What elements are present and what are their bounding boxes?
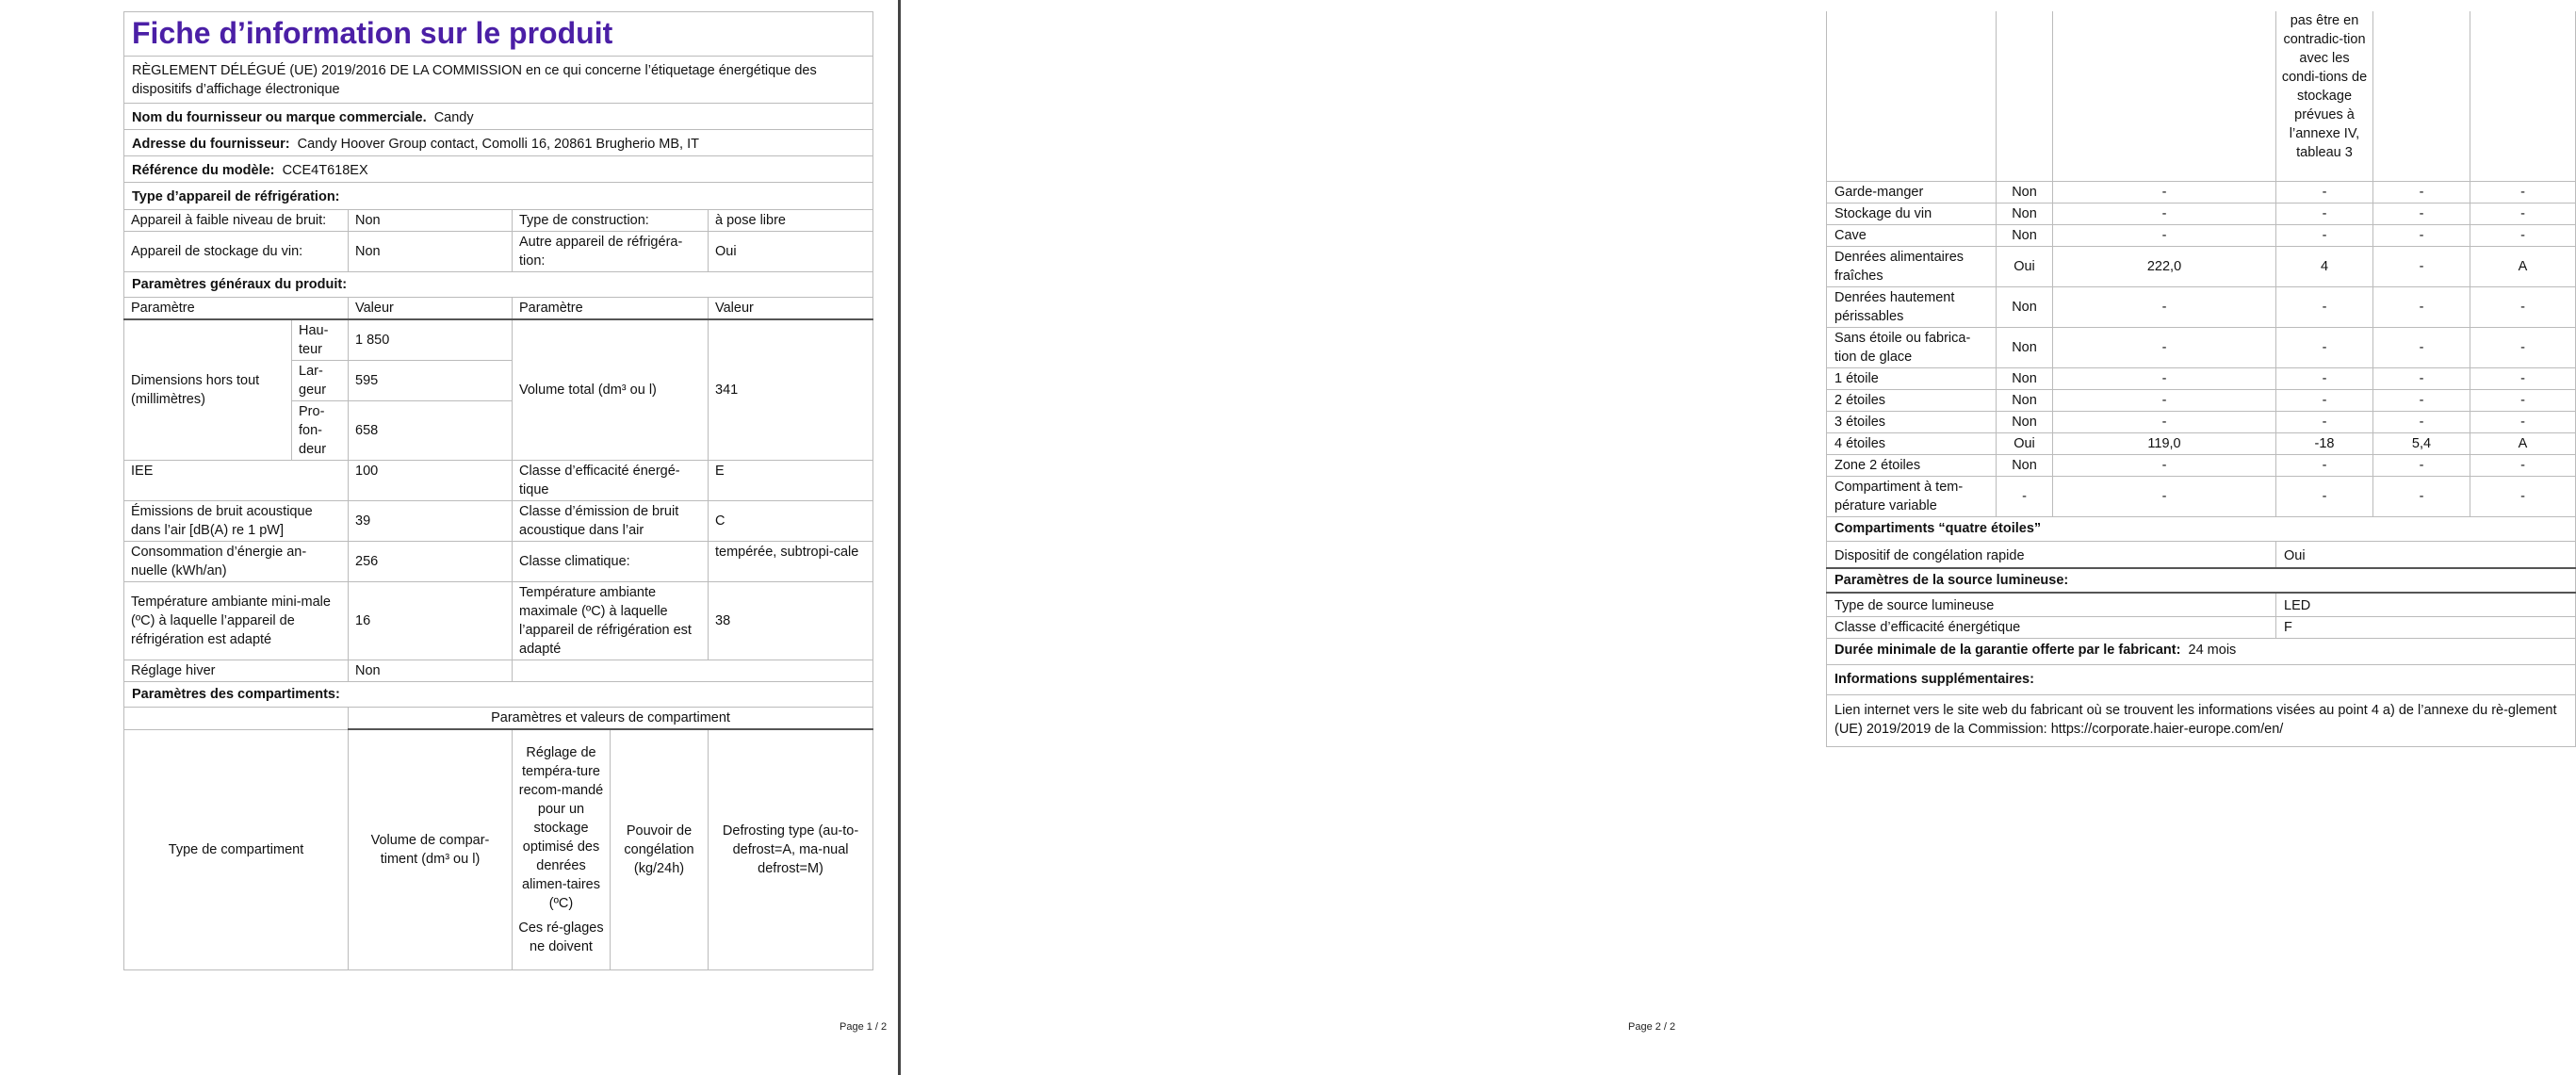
model-label: Référence du modèle:	[132, 163, 275, 178]
compartment-freeze: 5,4	[2373, 433, 2470, 455]
extra-info-heading: Informations supplémentaires:	[1827, 665, 2576, 695]
compartment-present: Non	[1997, 412, 2053, 433]
compartment-name: Compartiment à tem-pérature variable	[1827, 477, 1997, 517]
model-row	[124, 156, 873, 183]
climate-value: tempérée, subtropi-cale	[709, 542, 873, 582]
compartment-defrost: -	[2470, 328, 2576, 368]
compartment-name: 2 étoiles	[1827, 390, 1997, 412]
fast-freeze-label: Dispositif de congélation rapide	[1827, 542, 2276, 569]
consumption-label: Consommation d’énergie an-nuelle (kWh/an)	[124, 542, 349, 582]
page-number-1: Page 1 / 2	[840, 1021, 888, 1033]
iee-label: IEE	[124, 461, 349, 501]
compartment-row	[1827, 247, 2576, 287]
volume-value: 341	[709, 319, 873, 461]
compartment-defrost: A	[2470, 433, 2576, 455]
compartment-defrost: -	[2470, 368, 2576, 390]
compartment-row	[1827, 455, 2576, 477]
compartment-volume: -	[2053, 390, 2276, 412]
width-label: Lar-geur	[292, 361, 349, 401]
supplier-row	[124, 104, 873, 130]
noise-value: 39	[349, 501, 513, 542]
light-type-value: LED	[2276, 593, 2576, 617]
warranty-row	[1827, 639, 2576, 665]
compartment-temp: -	[2276, 390, 2373, 412]
compartment-row	[1827, 287, 2576, 328]
compartment-row	[1827, 225, 2576, 247]
compartment-present: Oui	[1997, 247, 2053, 287]
energy-class-value: E	[709, 461, 873, 501]
compartment-name: Cave	[1827, 225, 1997, 247]
low-noise-value: Non	[349, 210, 513, 232]
compartment-temp: -	[2276, 477, 2373, 517]
address-value: Candy Hoover Group contact, Comolli 16, 20861 Brugherio MB, IT	[297, 137, 700, 152]
compartment-name: 4 étoiles	[1827, 433, 1997, 455]
warranty-label: Durée minimale de la garantie offerte par le fabricant:	[1834, 643, 2181, 658]
compartment-freeze: -	[2373, 225, 2470, 247]
compartment-row	[1827, 390, 2576, 412]
compartment-temp: -	[2276, 455, 2373, 477]
compartment-defrost: -	[2470, 287, 2576, 328]
min-temp-value: 16	[349, 582, 513, 660]
compartment-defrost: -	[2470, 455, 2576, 477]
page-number-2: Page 2 / 2	[1628, 1021, 1676, 1033]
compartment-volume: -	[2053, 182, 2276, 204]
compartment-volume: -	[2053, 368, 2276, 390]
compartment-name: 1 étoile	[1827, 368, 1997, 390]
compartment-volume-header: Volume de compar-timent (dm³ ou l)	[349, 729, 513, 969]
supplier-label: Nom du fournisseur ou marque commerciale.	[132, 110, 427, 125]
construction-label: Type de construction:	[513, 210, 709, 232]
col-value-2: Valeur	[709, 298, 873, 320]
compartment-defrost: -	[2470, 182, 2576, 204]
compartment-row	[1827, 433, 2576, 455]
warranty-value: 24 mois	[2188, 643, 2237, 658]
compartment-volume: -	[2053, 477, 2276, 517]
compartment-temp: -	[2276, 182, 2373, 204]
compartment-volume: 119,0	[2053, 433, 2276, 455]
appliance-type-heading: Type d’appareil de réfrigération:	[124, 183, 873, 210]
compartment-temp: -	[2276, 368, 2373, 390]
compartment-freeze-header: Pouvoir de congélation (kg/24h)	[611, 729, 709, 969]
compartment-temp: -	[2276, 204, 2373, 225]
compartment-temp: -	[2276, 287, 2373, 328]
consumption-value: 256	[349, 542, 513, 582]
compartment-freeze: -	[2373, 287, 2470, 328]
height-value: 1 850	[349, 319, 513, 361]
compartment-values-header: Paramètres et valeurs de compartiment	[349, 708, 873, 730]
compartment-temp: -	[2276, 328, 2373, 368]
other-appliance-value: Oui	[709, 232, 873, 272]
col-value-1: Valeur	[349, 298, 513, 320]
compartment-defrost: -	[2470, 477, 2576, 517]
compartment-name: Sans étoile ou fabrica-tion de glace	[1827, 328, 1997, 368]
col-param-2: Paramètre	[513, 298, 709, 320]
compartment-row	[1827, 328, 2576, 368]
compartment-present: Non	[1997, 204, 2053, 225]
compartment-volume: -	[2053, 204, 2276, 225]
compartment-present: Non	[1997, 225, 2053, 247]
wine-storage-value: Non	[349, 232, 513, 272]
model-value: CCE4T618EX	[282, 163, 368, 178]
compartment-volume: 222,0	[2053, 247, 2276, 287]
compartment-row	[1827, 477, 2576, 517]
noise-class-label: Classe d’émission de bruit acoustique dans l’air	[513, 501, 709, 542]
light-params-heading: Paramètres de la source lumineuse:	[1827, 568, 2576, 593]
compartment-present: Oui	[1997, 433, 2053, 455]
compartment-row	[1827, 412, 2576, 433]
noise-label: Émissions de bruit acoustique dans l’air [dB(A) re 1 pW]	[124, 501, 349, 542]
compartment-freeze: -	[2373, 368, 2470, 390]
page-title: Fiche d’information sur le produit	[124, 12, 873, 57]
col-param-1: Paramètre	[124, 298, 349, 320]
page-1	[0, 0, 900, 1075]
compartment-temp: 4	[2276, 247, 2373, 287]
compartment-name: 3 étoiles	[1827, 412, 1997, 433]
compartment-name: Denrées hautement périssables	[1827, 287, 1997, 328]
other-appliance-label: Autre appareil de réfrigéra-tion:	[513, 232, 709, 272]
compartment-present: -	[1997, 477, 2053, 517]
compartment-name: Garde-manger	[1827, 182, 1997, 204]
compartment-freeze: -	[2373, 477, 2470, 517]
compartment-temp: -18	[2276, 433, 2373, 455]
noise-class-value: C	[709, 501, 873, 542]
compartment-type-header: Type de compartiment	[124, 729, 349, 969]
winter-value: Non	[349, 660, 513, 682]
compartment-freeze: -	[2373, 182, 2470, 204]
address-row	[124, 130, 873, 156]
compartment-present: Non	[1997, 287, 2053, 328]
page-separator	[898, 0, 901, 1075]
climate-label: Classe climatique:	[513, 542, 709, 582]
compartment-freeze: -	[2373, 455, 2470, 477]
max-temp-label: Température ambiante maximale (ºC) à laquelle l’appareil de réfrigération est adapté	[513, 582, 709, 660]
light-class-value: F	[2276, 617, 2576, 639]
volume-label: Volume total (dm³ ou l)	[513, 319, 709, 461]
compartment-defrost: -	[2470, 204, 2576, 225]
product-info-table-page-1	[123, 11, 873, 970]
compartment-freeze: -	[2373, 390, 2470, 412]
compartment-freeze: -	[2373, 204, 2470, 225]
compartment-volume: -	[2053, 455, 2276, 477]
min-temp-label: Température ambiante mini-male (ºC) à laquelle l’appareil de réfrigération est adapté	[124, 582, 349, 660]
compartment-temp: -	[2276, 412, 2373, 433]
regulation-text: RÈGLEMENT DÉLÉGUÉ (UE) 2019/2016 DE LA COMMISSION en ce qui concerne l’étiquetage énergétique des dispositifs d’affichage électronique	[124, 57, 873, 104]
height-label: Hau-teur	[292, 319, 349, 361]
compartment-defrost: -	[2470, 390, 2576, 412]
compartment-table-page-2	[1826, 11, 2576, 747]
compartment-present: Non	[1997, 368, 2053, 390]
compartment-volume: -	[2053, 225, 2276, 247]
compartment-temp: -	[2276, 225, 2373, 247]
compartment-params-heading: Paramètres des compartiments:	[124, 682, 873, 708]
compartment-freeze: -	[2373, 328, 2470, 368]
compartment-volume: -	[2053, 328, 2276, 368]
depth-value: 658	[349, 401, 513, 461]
fast-freeze-value: Oui	[2276, 542, 2576, 569]
compartment-temp-title: Réglage de tempéra-ture recom-mandé pour un stockage optimisé des denrées alimen-taires (ºC)	[518, 744, 604, 911]
compartment-row	[1827, 204, 2576, 225]
compartment-name: Denrées alimentaires fraîches	[1827, 247, 1997, 287]
compartment-volume: -	[2053, 287, 2276, 328]
depth-label: Pro-fon-deur	[292, 401, 349, 461]
light-class-label: Classe d’efficacité énergétique	[1827, 617, 2276, 639]
energy-class-label: Classe d’efficacité énergé-tique	[513, 461, 709, 501]
four-star-heading: Compartiments “quatre étoiles”	[1827, 517, 2576, 542]
compartment-temp-header	[513, 729, 611, 969]
page-2	[903, 0, 2557, 1075]
compartment-temp-note: Ces ré-glages ne doivent	[518, 920, 604, 954]
light-type-label: Type de source lumineuse	[1827, 593, 2276, 617]
compartment-defrost: A	[2470, 247, 2576, 287]
temp-note-continued: pas être en contradic-tion avec les condi-tions de stockage prévues à l’annexe IV, tableau 3	[2276, 11, 2373, 182]
supplier-value: Candy	[433, 110, 474, 125]
compartment-present: Non	[1997, 455, 2053, 477]
compartment-row	[1827, 182, 2576, 204]
compartment-defrost-header: Defrosting type (au-to-defrost=A, ma-nual defrost=M)	[709, 729, 873, 969]
compartment-present: Non	[1997, 182, 2053, 204]
wine-storage-label: Appareil de stockage du vin:	[124, 232, 349, 272]
compartment-present: Non	[1997, 328, 2053, 368]
general-params-heading: Paramètres généraux du produit:	[124, 272, 873, 298]
compartment-defrost: -	[2470, 412, 2576, 433]
dimensions-label: Dimensions hors tout (millimètres)	[124, 319, 292, 461]
iee-value: 100	[349, 461, 513, 501]
low-noise-label: Appareil à faible niveau de bruit:	[124, 210, 349, 232]
address-label: Adresse du fournisseur:	[132, 137, 290, 152]
compartment-defrost: -	[2470, 225, 2576, 247]
extra-info-text: Lien internet vers le site web du fabricant où se trouvent les informations visées au point 4 a) de l’annexe du rè-glement (UE) 2019/2019 de la Commission: https://corporate.haier-europe.com/en/	[1827, 695, 2576, 747]
max-temp-value: 38	[709, 582, 873, 660]
winter-label: Réglage hiver	[124, 660, 349, 682]
compartment-name: Zone 2 étoiles	[1827, 455, 1997, 477]
compartment-volume: -	[2053, 412, 2276, 433]
compartment-name: Stockage du vin	[1827, 204, 1997, 225]
compartment-freeze: -	[2373, 412, 2470, 433]
compartment-freeze: -	[2373, 247, 2470, 287]
construction-value: à pose libre	[709, 210, 873, 232]
width-value: 595	[349, 361, 513, 401]
compartment-row	[1827, 368, 2576, 390]
compartment-present: Non	[1997, 390, 2053, 412]
